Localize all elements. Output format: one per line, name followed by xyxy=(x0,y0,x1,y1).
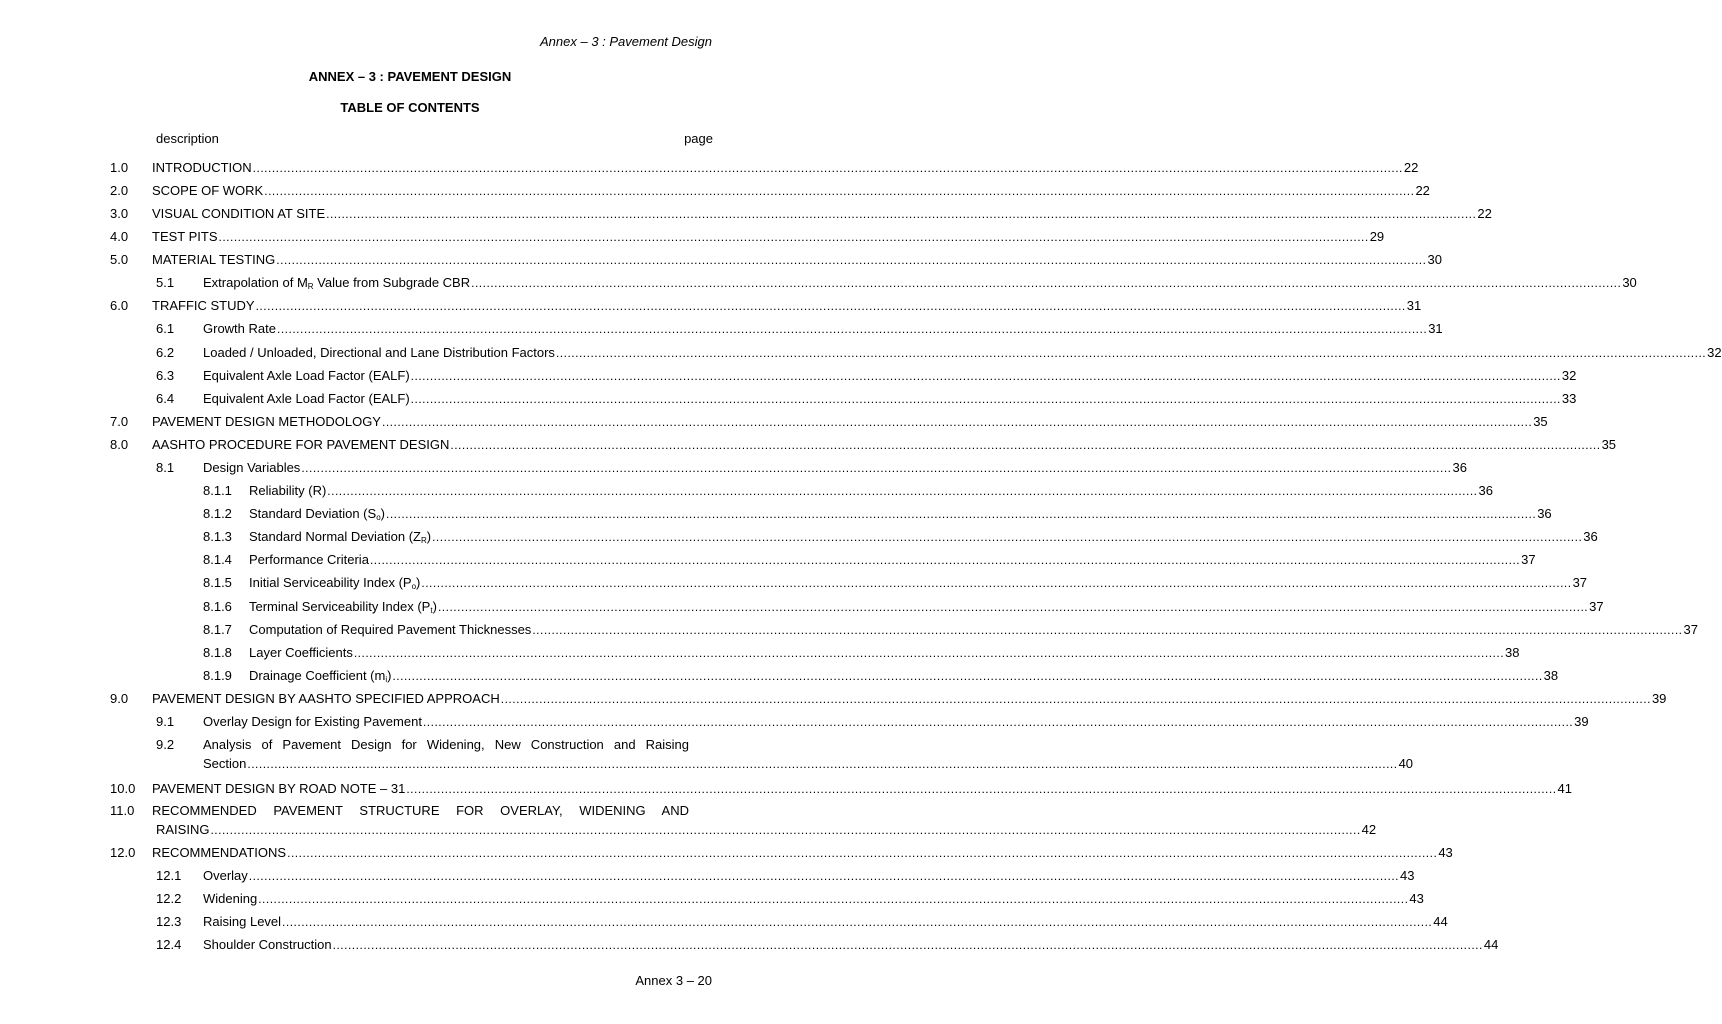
dot-leader: ............................................................................................................................................................................................................................................................................................................ xyxy=(410,392,1561,406)
toc-entry-page: 37 xyxy=(1521,552,1536,567)
toc-entry-page: 31 xyxy=(1406,298,1422,313)
dot-leader: ............................................................................................................................................................................................................................................................................................................ xyxy=(327,484,1478,498)
toc-entry[interactable] xyxy=(203,755,1414,773)
toc-entry[interactable] xyxy=(152,205,1492,223)
toc-entry-subscript: R xyxy=(420,536,427,545)
toc-entry[interactable] xyxy=(249,505,1552,523)
dot-leader: ............................................................................................................................................................................................................................................................................................................ xyxy=(282,915,1433,929)
toc-entry-title xyxy=(249,667,391,685)
toc-entry-page: 44 xyxy=(1483,937,1499,952)
toc-entry-number: 12.0 xyxy=(110,845,136,860)
toc-entry-page: 43 xyxy=(1409,891,1424,906)
toc-entry[interactable] xyxy=(152,159,1419,177)
toc-entry-number: 8.1.2 xyxy=(203,506,232,521)
toc-entry-number: 8.1.4 xyxy=(203,552,232,567)
toc-entry-number: 10.0 xyxy=(110,781,136,796)
toc-entry[interactable] xyxy=(249,482,1493,500)
dot-leader: ............................................................................................................................................................................................................................................................................................................ xyxy=(532,623,1683,637)
toc-entry-page: 43 xyxy=(1438,845,1453,860)
page-footer: Annex 3 – 20 xyxy=(635,973,712,988)
toc-entry-number: 8.1.1 xyxy=(203,483,232,498)
toc-entry-page: 37 xyxy=(1683,622,1698,637)
toc-entry-subscript: i xyxy=(385,675,388,684)
toc-entry[interactable] xyxy=(152,690,1667,708)
toc-entry-number: 3.0 xyxy=(110,206,129,221)
toc-entry-title: Raising Level xyxy=(203,914,282,929)
toc-entry-title: TEST PITS xyxy=(152,229,218,244)
toc-entry-title-part: ) xyxy=(432,599,437,614)
toc-entry-number: 5.1 xyxy=(156,275,175,290)
toc-entry-page: 39 xyxy=(1651,691,1667,706)
toc-entry[interactable] xyxy=(249,644,1520,662)
toc-entry-title-part: Initial Serviceability Index (P xyxy=(249,575,412,590)
toc-entry-number: 8.1.7 xyxy=(203,622,232,637)
toc-entry[interactable] xyxy=(203,459,1467,477)
toc-entry-number: 1.0 xyxy=(110,160,129,175)
toc-entry[interactable] xyxy=(203,936,1499,954)
dot-leader: ............................................................................................................................................................................................................................................................................................................ xyxy=(255,299,1406,313)
toc-entry-page: 38 xyxy=(1543,668,1559,683)
dot-leader: ............................................................................................................................................................................................................................................................................................................ xyxy=(287,846,1438,860)
toc-entry-title: Computation of Required Pavement Thicknesses xyxy=(249,622,532,637)
toc-entry[interactable] xyxy=(152,844,1453,862)
toc-entry-page: 22 xyxy=(1403,160,1419,175)
dot-leader: ............................................................................................................................................................................................................................................................................................................ xyxy=(392,669,1543,683)
toc-entry-number: 4.0 xyxy=(110,229,129,244)
toc-entry[interactable] xyxy=(152,297,1422,315)
toc-entry[interactable] xyxy=(152,228,1385,246)
toc-entry-page: 37 xyxy=(1589,599,1604,614)
toc-entry-page: 30 xyxy=(1622,275,1637,290)
toc-entry-page: 29 xyxy=(1369,229,1385,244)
toc-entry-page: 35 xyxy=(1601,437,1617,452)
toc-entry[interactable] xyxy=(249,574,1588,592)
toc-entry-title xyxy=(249,598,437,616)
toc-entry-page: 32 xyxy=(1561,368,1577,383)
toc-entry[interactable] xyxy=(249,667,1559,685)
toc-entry-title-part: Standard Normal Deviation (Z xyxy=(249,529,421,544)
toc-entry-title: Equivalent Axle Load Factor (EALF) xyxy=(203,368,410,383)
toc-entry-page: 44 xyxy=(1433,914,1448,929)
dot-leader: ............................................................................................................................................................................................................................................................................................................ xyxy=(421,576,1572,590)
toc-entry-title xyxy=(203,274,470,292)
toc-entry-title: PAVEMENT DESIGN METHODOLOGY xyxy=(152,414,381,429)
toc-entry-number: 6.4 xyxy=(156,391,175,406)
toc-entry[interactable] xyxy=(152,182,1430,200)
toc-entry-page: 31 xyxy=(1428,321,1443,336)
toc-entry-title-part: Value from Subgrade CBR xyxy=(313,275,471,290)
toc-entry-page: 33 xyxy=(1561,391,1577,406)
dot-leader: ............................................................................................................................................................................................................................................................................................................ xyxy=(450,438,1601,452)
toc-entry[interactable] xyxy=(203,274,1637,292)
column-header-description: description xyxy=(156,131,219,146)
toc-entry-title: RECOMMENDATIONS xyxy=(152,845,287,860)
toc-title: TABLE OF CONTENTS xyxy=(340,100,480,115)
dot-leader: ............................................................................................................................................................................................................................................................................................................ xyxy=(276,253,1427,267)
toc-entry-page: 22 xyxy=(1415,183,1430,198)
toc-entry-title xyxy=(249,528,431,546)
toc-entry-title: Layer Coefficients xyxy=(249,645,353,660)
toc-entry[interactable] xyxy=(152,436,1617,454)
toc-entry-number: 6.1 xyxy=(156,321,175,336)
toc-entry[interactable] xyxy=(249,621,1698,639)
dot-leader: ............................................................................................................................................................................................................................................................................................................ xyxy=(218,230,1369,244)
toc-entry-title: Design Variables xyxy=(203,460,301,475)
toc-entry-title: RAISING xyxy=(156,822,210,837)
toc-entry-title-part: Drainage Coefficient (m xyxy=(249,668,386,683)
toc-entry-number: 6.0 xyxy=(110,298,129,313)
toc-entry[interactable] xyxy=(203,344,1722,362)
toc-entry[interactable] xyxy=(156,821,1377,839)
toc-entry[interactable] xyxy=(203,390,1577,408)
toc-entry-number: 9.1 xyxy=(156,714,175,729)
toc-entry-page: 36 xyxy=(1537,506,1552,521)
toc-entry[interactable] xyxy=(152,780,1573,798)
toc-entry[interactable] xyxy=(152,413,1548,431)
document-title: ANNEX – 3 : PAVEMENT DESIGN xyxy=(308,69,512,84)
toc-entry-subscript: o xyxy=(411,582,417,591)
toc-entry-number: 8.0 xyxy=(110,437,129,452)
toc-entry-title: Overlay xyxy=(203,868,248,883)
toc-entry-title: AASHTO PROCEDURE FOR PAVEMENT DESIGN xyxy=(152,437,450,452)
toc-entry-title xyxy=(249,574,420,592)
toc-entry-title-line1: RECOMMENDED PAVEMENT STRUCTURE FOR OVERLAY, WIDENING AND xyxy=(152,803,689,818)
dot-leader: ............................................................................................................................................................................................................................................................................................................ xyxy=(301,461,1452,475)
toc-entry-title: INTRODUCTION xyxy=(152,160,252,175)
toc-entry[interactable] xyxy=(203,320,1443,338)
toc-entry-number: 2.0 xyxy=(110,183,129,198)
toc-entry-number: 9.0 xyxy=(110,691,129,706)
toc-entry-title: TRAFFIC STUDY xyxy=(152,298,255,313)
dot-leader: ............................................................................................................................................................................................................................................................................................................ xyxy=(210,823,1361,837)
dot-leader: ............................................................................................................................................................................................................................................................................................................ xyxy=(555,346,1707,360)
toc-entry-title: Section xyxy=(203,756,247,771)
toc-entry-title-part: ) xyxy=(416,575,421,590)
toc-entry-number: 8.1.3 xyxy=(203,529,232,544)
toc-entry-number: 12.4 xyxy=(156,937,182,952)
toc-entry[interactable] xyxy=(203,713,1589,731)
dot-leader: ............................................................................................................................................................................................................................................................................................................ xyxy=(264,184,1415,198)
toc-entry[interactable] xyxy=(249,551,1536,569)
toc-entry-title: Widening xyxy=(203,891,258,906)
toc-entry-number: 12.3 xyxy=(156,914,182,929)
toc-entry-subscript: o xyxy=(376,513,381,522)
toc-entry-title: VISUAL CONDITION AT SITE xyxy=(152,206,326,221)
toc-entry-title: PAVEMENT DESIGN BY AASHTO SPECIFIED APPROACH xyxy=(152,691,500,706)
toc-entry-page: 36 xyxy=(1478,483,1493,498)
toc-entry-title: Loaded / Unloaded, Directional and Lane Distribution Factors xyxy=(203,345,555,360)
toc-entry-title: Reliability (R) xyxy=(249,483,327,498)
toc-entry[interactable] xyxy=(203,890,1424,908)
toc-entry-number: 12.1 xyxy=(156,868,182,883)
toc-entry[interactable] xyxy=(203,867,1415,885)
toc-entry[interactable] xyxy=(203,913,1448,931)
toc-entry-title: SCOPE OF WORK xyxy=(152,183,264,198)
toc-entry-page: 30 xyxy=(1427,252,1442,267)
toc-entry[interactable] xyxy=(152,251,1442,269)
toc-entry-title: Equivalent Axle Load Factor (EALF) xyxy=(203,391,410,406)
dot-leader: ............................................................................................................................................................................................................................................................................................................ xyxy=(381,415,1533,429)
toc-entry-title-part: Terminal Serviceability Index (P xyxy=(249,599,431,614)
toc-entry-number: 8.1.9 xyxy=(203,668,232,683)
dot-leader: ............................................................................................................................................................................................................................................................................................................ xyxy=(247,757,1398,771)
toc-entry-subscript: t xyxy=(430,606,433,615)
toc-entry-page: 39 xyxy=(1574,714,1589,729)
dot-leader: ............................................................................................................................................................................................................................................................................................................ xyxy=(276,322,1428,336)
dot-leader: ............................................................................................................................................................................................................................................................................................................ xyxy=(410,369,1561,383)
toc-entry-title-part: ) xyxy=(387,668,392,683)
toc-entry[interactable] xyxy=(249,528,1598,546)
toc-entry[interactable] xyxy=(203,367,1577,385)
dot-leader: ............................................................................................................................................................................................................................................................................................................ xyxy=(432,530,1583,544)
dot-leader: ............................................................................................................................................................................................................................................................................................................ xyxy=(422,715,1574,729)
toc-entry-page: 37 xyxy=(1572,575,1588,590)
toc-entry-title: Overlay Design for Existing Pavement xyxy=(203,714,422,729)
toc-entry-title-line1: Analysis of Pavement Design for Widening, New Construction and Raising xyxy=(203,737,689,752)
toc-entry-page: 22 xyxy=(1477,206,1492,221)
toc-entry-page: 38 xyxy=(1505,645,1520,660)
toc-entry-page: 35 xyxy=(1533,414,1548,429)
toc-entry-page: 41 xyxy=(1557,781,1573,796)
dot-leader: ............................................................................................................................................................................................................................................................................................................ xyxy=(248,869,1399,883)
toc-entry-page: 43 xyxy=(1400,868,1415,883)
toc-entry-title: Shoulder Construction xyxy=(203,937,332,952)
toc-entry-page: 42 xyxy=(1361,822,1377,837)
toc-entry-title xyxy=(249,505,385,523)
toc-entry-title-part: Extrapolation of M xyxy=(203,275,308,290)
toc-entry-title-part: Standard Deviation (S xyxy=(249,506,377,521)
toc-entry-number: 6.2 xyxy=(156,345,175,360)
toc-entry-title: PAVEMENT DESIGN BY ROAD NOTE – 31 xyxy=(152,781,406,796)
toc-entry-title: Performance Criteria xyxy=(249,552,369,567)
toc-entry-number: 5.0 xyxy=(110,252,129,267)
column-header-page: page xyxy=(684,131,713,146)
dot-leader: ............................................................................................................................................................................................................................................................................................................ xyxy=(437,600,1589,614)
dot-leader: ............................................................................................................................................................................................................................................................................................................ xyxy=(385,507,1537,521)
dot-leader: ............................................................................................................................................................................................................................................................................................................ xyxy=(252,161,1403,175)
toc-entry-number: 8.1 xyxy=(156,460,175,475)
toc-entry-number: 9.2 xyxy=(156,737,175,752)
dot-leader: ............................................................................................................................................................................................................................................................................................................ xyxy=(406,782,1557,796)
toc-entry-number: 6.3 xyxy=(156,368,175,383)
dot-leader: ............................................................................................................................................................................................................................................................................................................ xyxy=(332,938,1483,952)
toc-entry-number: 8.1.8 xyxy=(203,645,232,660)
running-header: Annex – 3 : Pavement Design xyxy=(540,34,712,49)
dot-leader: ............................................................................................................................................................................................................................................................................................................ xyxy=(326,207,1477,221)
toc-entry[interactable] xyxy=(249,598,1604,616)
dot-leader: ............................................................................................................................................................................................................................................................................................................ xyxy=(500,692,1651,706)
dot-leader: ............................................................................................................................................................................................................................................................................................................ xyxy=(471,276,1622,290)
toc-entry-subscript: R xyxy=(307,282,314,291)
dot-leader: ............................................................................................................................................................................................................................................................................................................ xyxy=(353,646,1505,660)
toc-entry-page: 32 xyxy=(1707,345,1722,360)
dot-leader: ............................................................................................................................................................................................................................................................................................................ xyxy=(369,553,1521,567)
toc-entry-title: MATERIAL TESTING xyxy=(152,252,276,267)
toc-entry-page: 36 xyxy=(1452,460,1467,475)
toc-entry-number: 7.0 xyxy=(110,414,129,429)
toc-entry-number: 11.0 xyxy=(110,803,135,818)
toc-entry-number: 12.2 xyxy=(156,891,182,906)
toc-entry-title-part: ) xyxy=(426,529,432,544)
toc-entry-number: 8.1.5 xyxy=(203,575,232,590)
toc-entry-title: Growth Rate xyxy=(203,321,276,336)
toc-entry-page: 36 xyxy=(1583,529,1598,544)
dot-leader: ............................................................................................................................................................................................................................................................................................................ xyxy=(258,892,1409,906)
toc-entry-title-part: ) xyxy=(380,506,385,521)
toc-entry-number: 8.1.6 xyxy=(203,599,232,614)
toc-entry-page: 40 xyxy=(1398,756,1414,771)
